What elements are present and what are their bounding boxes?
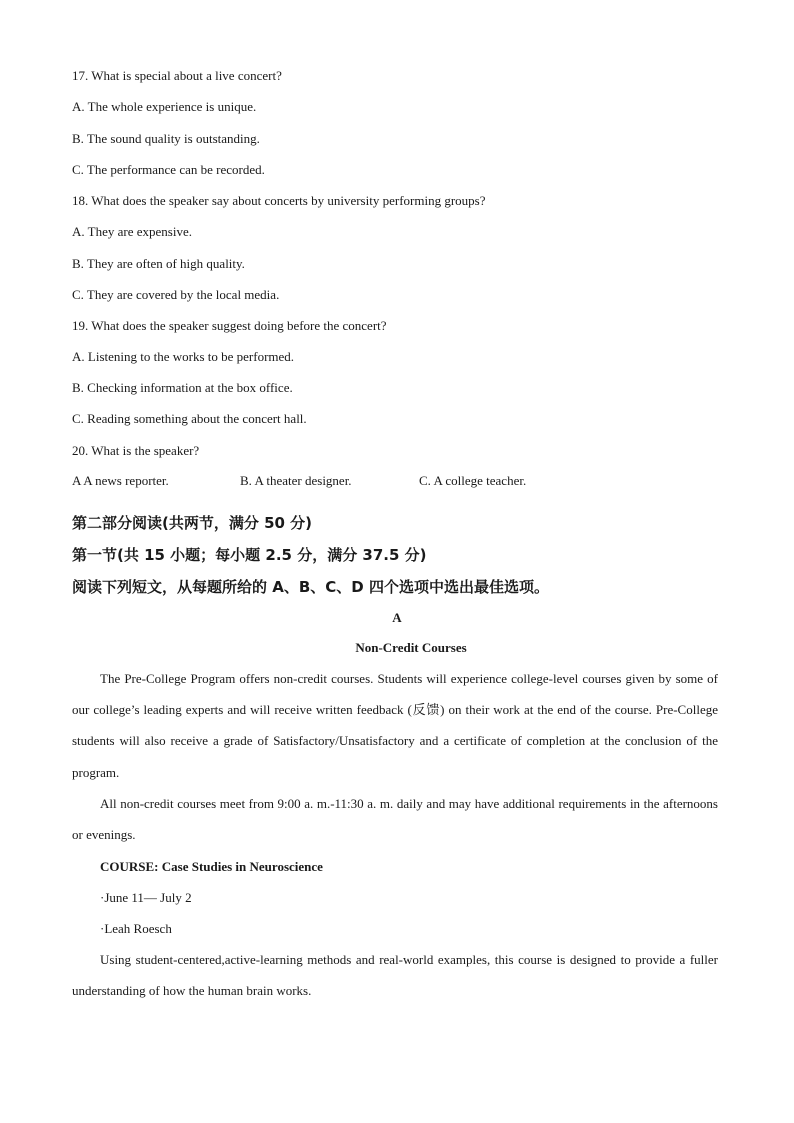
passage-paragraph-1 [72,663,718,788]
passage-title: Non-Credit Courses [355,640,467,655]
q19-option-c: C. Reading something about the concert hall. [72,411,307,426]
q17-option-a: A. The whole experience is unique. [72,99,257,114]
course-title: COURSE: Case Studies in Neuroscience [100,859,323,874]
section-instructions: 阅读下列短文，从每题所给的 A、B、C、D 四个选项中选出最佳选项。 [72,578,549,596]
section-header-section1: 第一节(共 15 小题；每小题 2.5 分，满分 37.5 分) [72,546,427,564]
question-20: 20. What is the speaker? [72,443,200,458]
passage-letter: A [392,610,402,625]
paragraph-3-text: Using student-centered,active-learning methods and real-world examples, this course is designed to provide a fuller understanding of how the human brain works. [72,952,718,999]
paragraph-2-text: All non-credit courses meet from 9:00 a. m.-11:30 a. m. daily and may have additional requirements in the afternoons or evenings. [72,796,718,843]
q20-options-row [0,473,794,489]
question-18: 18. What does the speaker say about concerts by university performing groups? [72,193,486,208]
q18-option-b: B. They are often of high quality. [72,256,245,271]
question-17: 17. What is special about a live concert? [72,68,282,83]
q17-option-b: B. The sound quality is outstanding. [72,131,260,146]
q19-option-a: A. Listening to the works to be performed. [72,349,295,364]
q17-option-c: C. The performance can be recorded. [72,162,265,177]
passage-paragraph-3 [72,944,718,1006]
paragraph-1-text: The Pre-College Program offers non-credit courses. Students will experience college-level courses given by some of our college’s leading experts and will receive written feedback (反馈) on their work at the end of the course. Pre-College students will also receive a grade of Satisfactory/Unsatisfactory and a certificate of completion at the conclusion of the program. [72,671,718,780]
question-19: 19. What does the speaker suggest doing before the concert? [72,318,387,333]
q19-option-b: B. Checking information at the box office. [72,380,293,395]
q18-option-c: C. They are covered by the local media. [72,287,280,302]
q18-option-a: A. They are expensive. [72,224,192,239]
course-instructor: ·Leah Roesch [100,921,172,936]
passage-paragraph-2 [72,788,718,850]
q20-option-b: B. A theater designer. [240,473,352,488]
course-dates: ·June 11— July 2 [100,890,192,905]
section-header-part2: 第二部分阅读(共两节，满分 50 分) [72,514,313,532]
q20-option-a: A A news reporter. [72,473,169,488]
q20-option-c: C. A college teacher. [419,473,527,488]
